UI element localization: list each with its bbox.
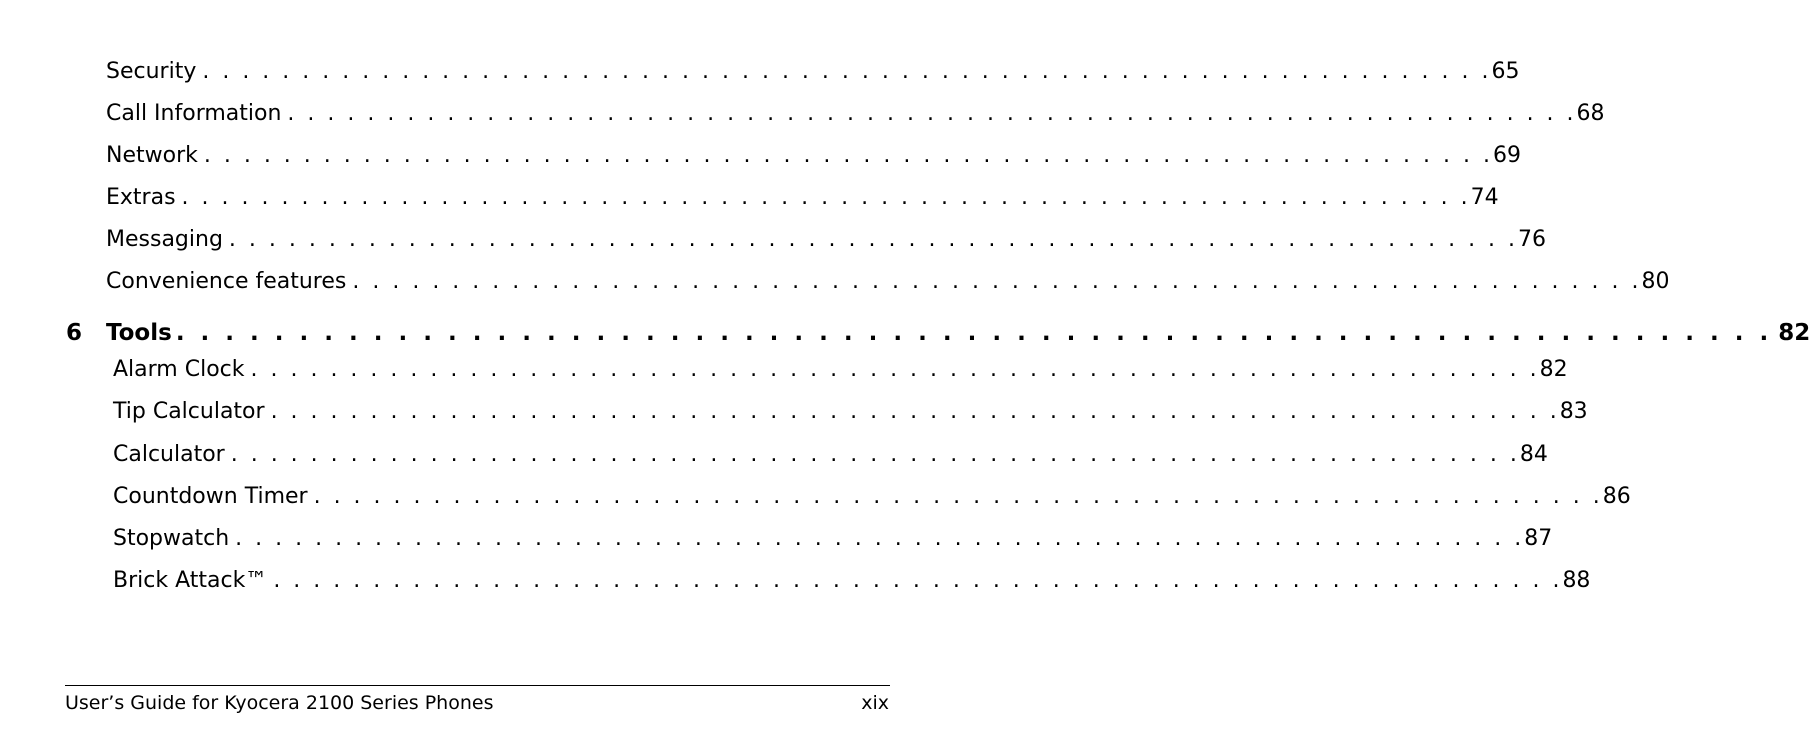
toc-leader-dots: . . . . . . . . . . . . . . . . . . . . . . . . . . . . . . . . . . . . . . . . . . . . . . . . . . . . . . . . . . . . . . . . . xyxy=(270,399,1560,424)
toc-entry-tip-calculator[interactable] xyxy=(113,398,1588,426)
toc-entry-title: Alarm Clock xyxy=(113,357,245,382)
chapter-title: Tools xyxy=(106,320,172,346)
toc-entry-page: 80 xyxy=(1641,269,1670,294)
chapter-page: 82 xyxy=(1778,320,1810,346)
toc-entry-title: Stopwatch xyxy=(113,526,230,551)
toc-entry-title: Brick Attack™ xyxy=(113,568,268,593)
toc-entry-title: Call Information xyxy=(106,101,282,126)
toc-entry-page: 74 xyxy=(1470,185,1499,210)
toc-leader-dots: . . . . . . . . . . . . . . . . . . . . . . . . . . . . . . . . . . . . . . . . . . . . . . . . . . . . . . . . . . . . . . . . . xyxy=(235,526,1525,551)
toc-leader-dots: . . . . . . . . . . . . . . . . . . . . . . . . . . . . . . . . . . . . . . . . . . . . . . . . . . . . . . . . . . . . . . . . . xyxy=(352,269,1642,294)
toc-entry-title: Countdown Timer xyxy=(113,484,308,509)
toc-leader-dots: . . . . . . . . . . . . . . . . . . . . . . . . . . . . . . . . . . . . . . . . . . . . . . . . . . . . . . . . . . . . . . . . . xyxy=(250,357,1540,382)
toc-entry-title: Extras xyxy=(106,185,176,210)
toc-entry-page: 65 xyxy=(1491,59,1520,84)
toc-entry-messaging[interactable] xyxy=(106,226,1547,254)
toc-entry-title: Network xyxy=(106,143,198,168)
toc-leader-dots: . . . . . . . . . . . . . . . . . . . . . . . . . . . . . . . . . . . . . . . . . . . . . . . . . . . . . . . . . . . . . . . . . xyxy=(181,185,1471,210)
toc-leader-dots: . . . . . . . . . . . . . . . . . . . . . . . . . . . . . . . . . . . . . . . . . . . . . . . . . . . . . . . . . . . . . . . . . xyxy=(202,59,1492,84)
toc-entry-network[interactable] xyxy=(106,142,1521,170)
toc-entry-title: Security xyxy=(106,59,197,84)
toc-entry-page: 69 xyxy=(1492,143,1521,168)
toc-entry-extras[interactable] xyxy=(106,184,1499,212)
chapter-number: 6 xyxy=(66,320,83,346)
footer-page-number: xix xyxy=(861,692,889,714)
toc-entry-calculator[interactable] xyxy=(113,441,1548,469)
toc-entry-title: Tip Calculator xyxy=(113,399,265,424)
toc-chapter-tools[interactable] xyxy=(66,318,1810,348)
toc-entry-page: 86 xyxy=(1602,484,1631,509)
toc-leader-dots: . . . . . . . . . . . . . . . . . . . . . . . . . . . . . . . . . . . . . . . . . . . . . . . . . . . . . . . . . . . . . . . . . xyxy=(228,227,1519,252)
toc-entry-page: 76 xyxy=(1518,227,1547,252)
toc-entry-stopwatch[interactable] xyxy=(113,525,1553,553)
toc-entry-brick-attack[interactable] xyxy=(113,567,1591,595)
toc-leader-dots: . . . . . . . . . . . . . . . . . . . . . . . . . . . . . . . . . . . . . . . . . . . . . . . . . . . . . . . . . . . . . . . . . xyxy=(287,101,1577,126)
toc-entry-call-information[interactable] xyxy=(106,100,1605,128)
toc-entry-page: 83 xyxy=(1559,399,1588,424)
toc-leader-dots: . . . . . . . . . . . . . . . . . . . . . . . . . . . . . . . . . . . . . . . . . . . . . . . . . . . . . . . . . . . . . . . . . xyxy=(230,442,1520,467)
toc-leader-dots: . . . . . . . . . . . . . . . . . . . . . . . . . . . . . . . . . . . . . . . . . . . . . . . . . . . . . . . . . . . . . . . . . xyxy=(175,320,1773,346)
toc-entry-title: Calculator xyxy=(113,442,225,467)
footer-guide-title: User’s Guide for Kyocera 2100 Series Phones xyxy=(65,692,494,714)
footer-divider xyxy=(65,685,890,686)
toc-entry-convenience-features[interactable] xyxy=(106,268,1670,296)
toc-leader-dots: . . . . . . . . . . . . . . . . . . . . . . . . . . . . . . . . . . . . . . . . . . . . . . . . . . . . . . . . . . . . . . . . . xyxy=(203,143,1493,168)
toc-leader-dots: . . . . . . . . . . . . . . . . . . . . . . . . . . . . . . . . . . . . . . . . . . . . . . . . . . . . . . . . . . . . . . . . . xyxy=(313,484,1603,509)
toc-entry-title: Convenience features xyxy=(106,269,347,294)
toc-entry-page: 84 xyxy=(1519,442,1548,467)
toc-entry-countdown-timer[interactable] xyxy=(113,483,1631,511)
toc-entry-alarm-clock[interactable] xyxy=(113,356,1568,384)
toc-entry-title: Messaging xyxy=(106,227,223,252)
toc-entry-page: 82 xyxy=(1539,357,1568,382)
toc-entry-page: 87 xyxy=(1524,526,1553,551)
toc-entry-page: 88 xyxy=(1562,568,1591,593)
toc-entry-page: 68 xyxy=(1576,101,1605,126)
toc-entry-security[interactable] xyxy=(106,58,1520,86)
toc-leader-dots: . . . . . . . . . . . . . . . . . . . . . . . . . . . . . . . . . . . . . . . . . . . . . . . . . . . . . . . . . . . . . . . . . xyxy=(273,568,1563,593)
